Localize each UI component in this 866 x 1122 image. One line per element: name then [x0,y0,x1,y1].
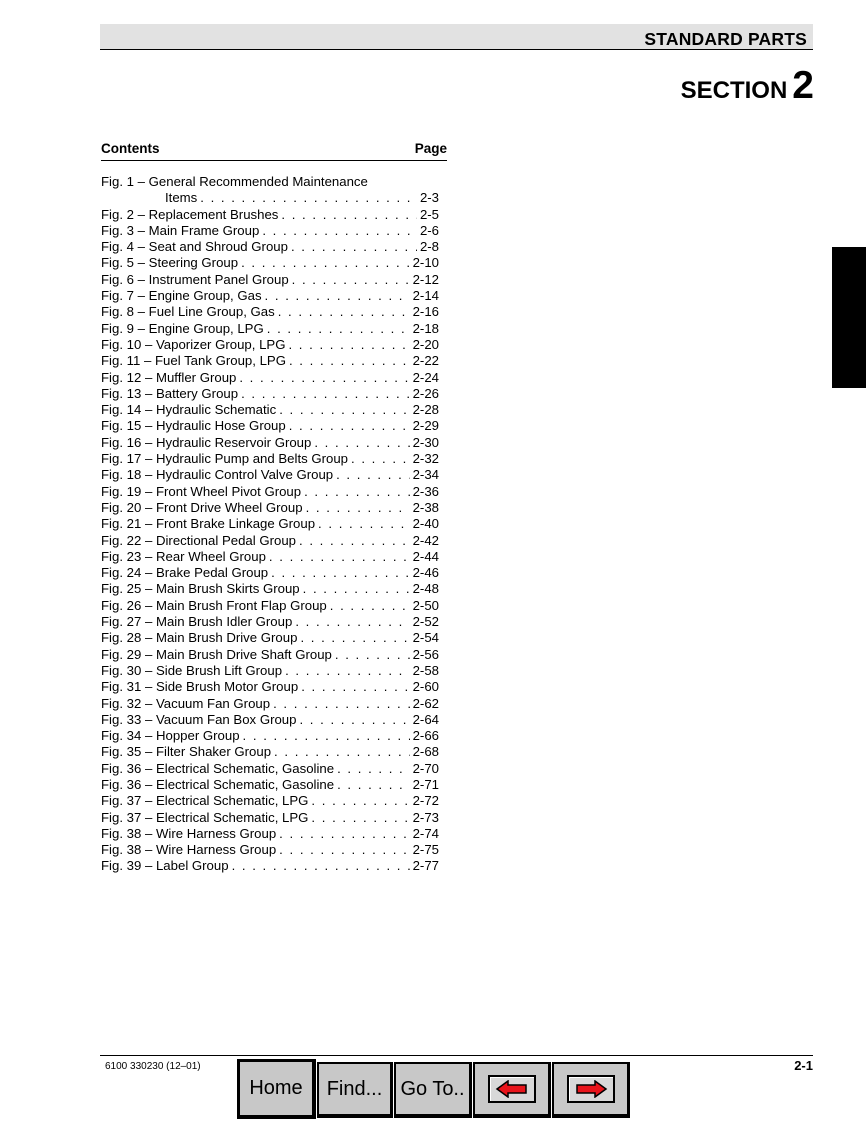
toc-entry-page: 2-3 [419,190,439,206]
dot-leader [271,565,409,581]
toc-entry[interactable] [101,484,439,500]
dot-leader [311,810,409,826]
footer-divider [100,1055,813,1056]
toc-entry-page: 2-26 [412,385,439,401]
left-arrow-icon [488,1075,536,1103]
toc-entry-page: 2-5 [419,206,439,222]
dot-leader [289,418,410,434]
dot-leader [318,516,410,532]
goto-button[interactable] [394,1062,472,1118]
dot-leader [279,826,409,842]
toc-entry-title: Fig. 1 – General Recommended Maintenance [101,174,368,189]
dot-leader [300,630,409,646]
toc-entry-title: Fig. 30 – Side Brush Lift Group [101,662,283,678]
toc-entry[interactable] [101,467,439,483]
find-button[interactable] [317,1062,393,1118]
toc-entry-title: Fig. 37 – Electrical Schematic, LPG [101,793,309,809]
toc-entry-title: Fig. 8 – Fuel Line Group, Gas [101,304,275,320]
toc-entry-page: 2-30 [412,434,439,450]
toc-entry-title: Fig. 29 – Main Brush Drive Shaft Group [101,646,332,662]
toc-entry[interactable] [101,386,439,402]
toc-entry-page: 2-22 [412,353,439,369]
dot-leader [243,728,410,744]
dot-leader [232,858,410,874]
dot-leader [301,679,409,695]
toc-entry[interactable] [101,174,439,190]
toc-entry-page: 2-48 [412,581,439,597]
table-of-contents [101,174,439,875]
toc-entry[interactable] [101,647,439,663]
next-page-button[interactable] [552,1062,630,1118]
toc-entry[interactable] [101,810,439,826]
toc-entry-title: Fig. 19 – Front Wheel Pivot Group [101,483,302,499]
dot-leader [306,500,410,516]
dot-leader [336,467,409,483]
dot-leader [278,304,410,320]
toc-entry-title: Fig. 18 – Hydraulic Control Valve Group [101,467,334,483]
dot-leader [295,614,409,630]
toc-entry-title: Fig. 27 – Main Brush Idler Group [101,614,293,630]
dot-leader [279,842,409,858]
toc-entry-title: Fig. 6 – Instrument Panel Group [101,271,289,287]
toc-entry[interactable] [101,581,439,597]
section-title [681,64,814,108]
toc-entry-title: Fig. 10 – Vaporizer Group, LPG [101,336,286,352]
toc-entry[interactable] [101,370,439,386]
dot-leader [273,696,410,712]
toc-entry-page: 2-75 [412,842,439,858]
toc-entry-page: 2-77 [412,858,439,874]
dot-leader [337,761,410,777]
document-code: 6100 330230 (12–01) [105,1061,201,1072]
toc-entry-title: Fig. 13 – Battery Group [101,385,239,401]
toc-entry[interactable] [101,190,439,206]
dot-leader [274,744,410,760]
toc-entry-page: 2-20 [412,336,439,352]
toc-entry-title: Fig. 5 – Steering Group [101,255,239,271]
header-title: STANDARD PARTS [644,29,807,49]
dot-leader [200,190,417,206]
toc-entry[interactable] [101,858,439,874]
toc-entry-page: 2-40 [412,516,439,532]
toc-entry-title: Fig. 3 – Main Frame Group [101,222,260,238]
toc-entry-title: Fig. 33 – Vacuum Fan Box Group [101,711,297,727]
right-arrow-icon [567,1075,615,1103]
dot-leader [303,581,410,597]
toc-entry-page: 2-56 [412,646,439,662]
toc-entry-title: Fig. 37 – Electrical Schematic, LPG [101,809,309,825]
toc-entry-title: Items [165,190,198,206]
dot-leader [279,402,409,418]
toc-entry-page: 2-58 [412,662,439,678]
toc-entry[interactable] [101,712,439,728]
section-word: SECTION [680,77,788,104]
toc-entry-title: Fig. 16 – Hydraulic Reservoir Group [101,434,312,450]
toc-entry[interactable] [101,451,439,467]
dot-leader [299,712,409,728]
toc-entry-page: 2-68 [412,744,439,760]
toc-entry-title: Fig. 38 – Wire Harness Group [101,825,277,841]
toc-entry-page: 2-73 [412,809,439,825]
toc-entry-page: 2-44 [412,548,439,564]
section-tab-marker [832,247,866,388]
toc-entry[interactable] [101,549,439,565]
dot-leader [288,337,409,353]
toc-entry[interactable] [101,223,439,239]
dot-leader [335,647,410,663]
home-button-label: Home [249,1077,303,1099]
toc-entry[interactable] [101,418,439,434]
toc-entry-title: Fig. 7 – Engine Group, Gas [101,288,262,304]
toc-entry-page: 2-34 [412,467,439,483]
toc-entry[interactable] [101,353,439,369]
previous-page-button[interactable] [473,1062,551,1118]
dot-leader [337,777,410,793]
toc-entry-page: 2-6 [419,222,439,238]
toc-entry[interactable] [101,207,439,223]
toc-entry[interactable] [101,321,439,337]
dot-leader [239,370,409,386]
toc-entry[interactable] [101,402,439,418]
toc-entry-page: 2-46 [412,565,439,581]
toc-entry[interactable] [101,793,439,809]
toc-entry-page: 2-12 [412,271,439,287]
dot-leader [311,793,409,809]
toc-entry-page: 2-18 [412,320,439,336]
toc-entry-page: 2-36 [412,483,439,499]
find-button-label: Find... [326,1077,383,1100]
toc-entry-page: 2-50 [412,597,439,613]
toc-entry-title: Fig. 4 – Seat and Shroud Group [101,239,288,255]
toc-entry[interactable] [101,614,439,630]
toc-entry-title: Fig. 22 – Directional Pedal Group [101,532,296,548]
toc-entry-title: Fig. 31 – Side Brush Motor Group [101,679,299,695]
dot-leader [299,533,410,549]
toc-entry-page: 2-71 [412,776,439,792]
dot-leader [351,451,410,467]
toc-entry-title: Fig. 23 – Rear Wheel Group [101,548,266,564]
toc-entry-page: 2-66 [412,728,439,744]
toc-entry[interactable] [101,728,439,744]
toc-entry[interactable] [101,255,439,271]
toc-entry-page: 2-42 [412,532,439,548]
toc-entry-page: 2-28 [412,402,439,418]
toc-entry-title: Fig. 28 – Main Brush Drive Group [101,630,298,646]
toc-entry[interactable] [101,842,439,858]
toc-entry-page: 2-8 [419,239,439,255]
home-button[interactable] [237,1059,316,1119]
toc-entry-page: 2-24 [412,369,439,385]
dot-leader [262,223,417,239]
toc-entry-title: Fig. 24 – Brake Pedal Group [101,565,269,581]
toc-entry-page: 2-60 [412,679,439,695]
toc-entry-title: Fig. 2 – Replacement Brushes [101,206,279,222]
toc-entry-title: Fig. 20 – Front Drive Wheel Group [101,499,303,515]
toc-entry[interactable] [101,435,439,451]
toc-entry-title: Fig. 9 – Engine Group, LPG [101,320,264,336]
contents-label: Contents [101,141,160,156]
toc-entry-page: 2-14 [412,288,439,304]
dot-leader [241,255,410,271]
dot-leader [267,321,410,337]
dot-leader [289,353,410,369]
toc-entry[interactable] [101,679,439,695]
toc-entry-title: Fig. 34 – Hopper Group [101,728,240,744]
toc-entry[interactable] [101,761,439,777]
toc-entry[interactable] [101,696,439,712]
dot-leader [285,663,410,679]
dot-leader [304,484,409,500]
toc-entry-page: 2-74 [412,825,439,841]
toc-entry[interactable] [101,565,439,581]
toc-entry-title: Fig. 21 – Front Brake Linkage Group [101,516,316,532]
toc-entry[interactable] [101,337,439,353]
toc-entry-page: 2-64 [412,711,439,727]
toc-entry-title: Fig. 17 – Hydraulic Pump and Belts Group [101,451,349,467]
toc-entry-page: 2-72 [412,793,439,809]
dot-leader [269,549,410,565]
toc-entry-page: 2-16 [412,304,439,320]
toc-entry[interactable] [101,288,439,304]
toc-entry-title: Fig. 38 – Wire Harness Group [101,842,277,858]
toc-entry-page: 2-52 [412,614,439,630]
toc-entry[interactable] [101,272,439,288]
toc-entry[interactable] [101,500,439,516]
toc-entry-page: 2-32 [412,451,439,467]
toc-entry[interactable] [101,777,439,793]
dot-leader [281,207,417,223]
toc-entry[interactable] [101,826,439,842]
toc-entry[interactable] [101,744,439,760]
toc-entry[interactable] [101,663,439,679]
header-band [100,24,813,50]
toc-entry[interactable] [101,533,439,549]
dot-leader [291,239,417,255]
toc-entry-page: 2-38 [412,499,439,515]
toc-entry-title: Fig. 25 – Main Brush Skirts Group [101,581,300,597]
toc-entry-title: Fig. 12 – Muffler Group [101,369,237,385]
dot-leader [314,435,409,451]
toc-entry-page: 2-62 [412,695,439,711]
dot-leader [241,386,410,402]
toc-entry-page: 2-10 [412,255,439,271]
toc-entry-page: 2-54 [412,630,439,646]
dot-leader [330,598,410,614]
toc-entry-page: 2-29 [412,418,439,434]
page-number: 2-1 [794,1058,813,1073]
toc-entry-title: Fig. 26 – Main Brush Front Flap Group [101,597,327,613]
toc-entry[interactable] [101,516,439,532]
contents-header [101,141,447,161]
dot-leader [292,272,410,288]
toc-entry[interactable] [101,304,439,320]
toc-entry-title: Fig. 14 – Hydraulic Schematic [101,402,277,418]
toc-entry[interactable] [101,598,439,614]
dot-leader [265,288,410,304]
page-column-label: Page [414,141,447,156]
toc-entry-title: Fig. 36 – Electrical Schematic, Gasoline [101,776,335,792]
toc-entry-page: 2-70 [412,760,439,776]
toc-entry-title: Fig. 11 – Fuel Tank Group, LPG [101,353,286,369]
toc-entry-title: Fig. 35 – Filter Shaker Group [101,744,272,760]
toc-entry-title: Fig. 39 – Label Group [101,858,229,874]
toc-entry[interactable] [101,630,439,646]
toc-entry-title: Fig. 15 – Hydraulic Hose Group [101,418,286,434]
goto-button-label: Go To.. [400,1077,465,1100]
toc-entry-title: Fig. 32 – Vacuum Fan Group [101,695,271,711]
section-number: 2 [792,64,814,107]
toc-entry-title: Fig. 36 – Electrical Schematic, Gasoline [101,760,335,776]
toc-entry[interactable] [101,239,439,255]
